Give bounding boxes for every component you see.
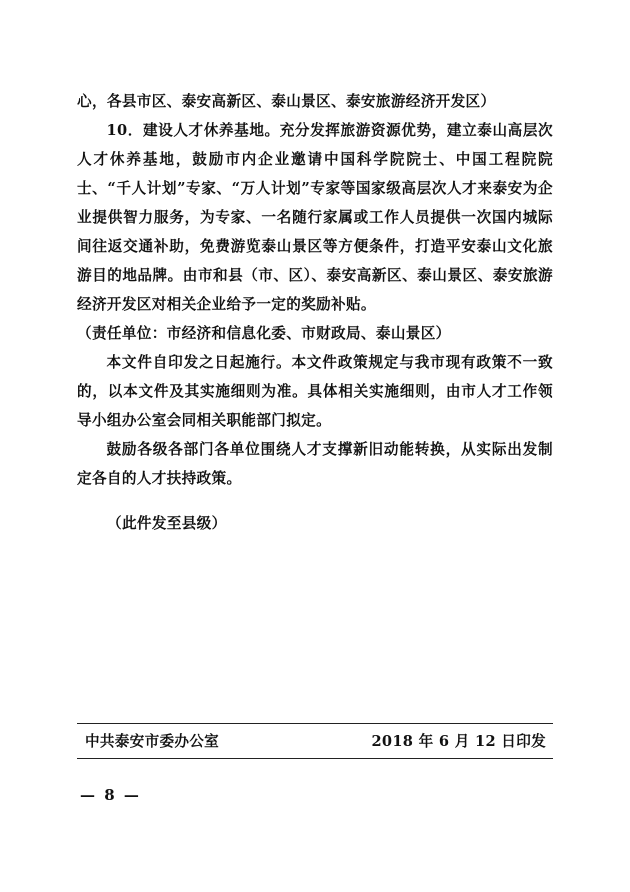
page-number: — 8 — (80, 786, 141, 804)
paragraph-effective-date: 本文件自印发之日起施行。本文件政策规定与我市现有政策不一致的，以本文件及其实施细则为准。具体相关实施细则，由市人才工作领导小组办公室会同相关职能部门拟定。 (77, 354, 553, 429)
footer-bottom-rule (77, 758, 553, 759)
issuer-name: 中共泰安市委办公室 (85, 733, 220, 750)
responsibility-note: （责任单位：市经济和信息化委、市财政局、泰山景区） (77, 325, 451, 342)
paragraph-encouragement: 鼓励各级各部门各单位围绕人才支撑新旧动能转换，从实际出发制定各自的人才扶持政策。 (77, 441, 553, 487)
distribution-note: （此件发至县级） (107, 515, 227, 532)
issue-date: 2018 年 6 月 12 日印发 (371, 733, 546, 750)
continuation-line: 心，各县市区、泰安高新区、泰山景区、泰安旅游经济开发区） (77, 93, 496, 110)
footer-top-rule (77, 723, 553, 724)
paragraph-talent-retreat: 10．建设人才休养基地。充分发挥旅游资源优势，建立泰山高层次人才休养基地，鼓励市内企业邀请中国科学院院士、中国工程院院士、“千人计划”专家、“万人计划”专家等国家级高层次人才来泰安为企业提供智力服务，为专家、一名随行家属或工作人员提供一次国内城际间往返交通补助，免费游览泰山景区等方便条件，打造平安泰山文化旅游目的地品牌。由市和县（市、区）、泰安高新区、泰山景区、泰安旅游经济开发区对相关企业给予一定的奖励补贴。 (77, 122, 553, 313)
body-text (77, 87, 553, 493)
